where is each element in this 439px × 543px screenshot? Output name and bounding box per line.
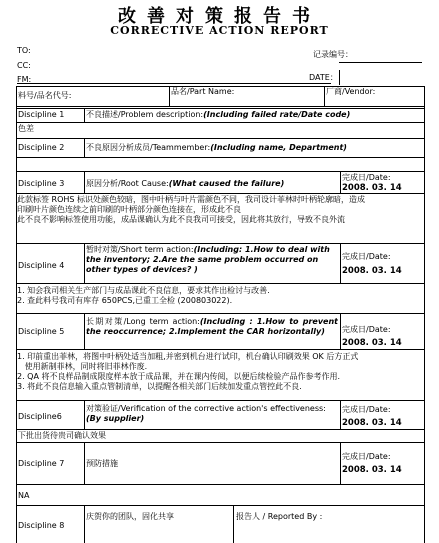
- d6-content: 下批出货待贵司确认效果: [18, 431, 106, 440]
- fm-underline: [17, 83, 331, 84]
- d2-description: 不良原因分析成员/Teammember:(Including name, Department): [86, 143, 347, 152]
- d5-done-label: 完成日/Date:: [342, 325, 391, 334]
- d3-content: 此款标签 ROHS 标识处颜色较暗，图中叶柄与叶片需颜色不同，我司设计菲林时叶柄轮廓暗，造成 印刷叶片颜色连续之前印刷的叶柄部分颜色连接在，形成此不良 此不良不影响标签使用功能，成品课确认为此不良我司可接受，因此将其放行，导致不良外流: [17, 195, 366, 224]
- discipline-5-label: Discipline 5: [18, 327, 65, 336]
- discipline-3-label: Discipline 3: [18, 179, 65, 188]
- d5-description: 长期对策/Long term action:(Including : 1.How to prevent the reoccurrence; 2.Implement the CAR horizontally): [86, 317, 338, 336]
- d4-content: 1. 知会我司相关生产部门与成品课此不良信息，要求其作出检讨与改善. 2. 查此料号我司有库存 650PCS,已重工全检 (200803022).: [17, 286, 270, 305]
- part-name-label: 品名/Part Name:: [171, 87, 235, 96]
- d3-done-label: 完成日/Date:: [342, 173, 391, 182]
- d3-date: 2008. 03. 14: [342, 183, 402, 193]
- d7-done-label: 完成日/Date:: [342, 452, 391, 461]
- d3-description: 原因分析/Root Cause:(What caused the failure): [86, 179, 285, 188]
- date-field-cursor[interactable]: [339, 70, 340, 85]
- discipline-2-label: Discipline 2: [18, 143, 65, 152]
- d6-done-label: 完成日/Date:: [342, 405, 391, 414]
- discipline-6-label: Discipline6: [18, 412, 62, 421]
- d4-done-label: 完成日/Date:: [342, 252, 391, 261]
- report-title-en: CORRECTIVE ACTION REPORT: [110, 24, 329, 37]
- d7-content: NA: [18, 491, 30, 500]
- d7-date: 2008. 03. 14: [342, 465, 402, 475]
- reported-by-label: 报告人 / Reported By :: [236, 512, 323, 521]
- d6-date: 2008. 03. 14: [342, 418, 402, 428]
- part-no-label: 料号/品名代号:: [18, 91, 72, 100]
- discipline-7-label: Discipline 7: [18, 459, 65, 468]
- cc-label: CC:: [17, 61, 31, 70]
- d5-date: 2008. 03. 14: [342, 338, 402, 348]
- discipline-8-label: Discipline 8: [18, 521, 65, 530]
- d4-description: 暂时对策/Short term action:(Including: 1.How to deal with the inventory; 2.Are the same problem occurred on other types of devices? ): [86, 245, 330, 274]
- d1-description: 不良描述/Problem description:(Including failed rate/Date code): [86, 110, 351, 119]
- to-label: TO:: [17, 46, 31, 55]
- date-label: DATE：: [309, 73, 338, 82]
- d6-description: 对策验证/Verification of the corrective action's effectiveness:(By supplier): [86, 404, 326, 423]
- d8-description: 庆贺你的团队，固化共享: [86, 512, 174, 521]
- report-title-cn: 改善对策报告书: [118, 6, 321, 27]
- vendor-label: 厂商/Vendor:: [326, 87, 376, 96]
- discipline-4-label: Discipline 4: [18, 261, 65, 270]
- d7-description: 预防措施: [86, 459, 118, 468]
- discipline-1-label: Discipline 1: [18, 110, 65, 119]
- d4-date: 2008. 03. 14: [342, 266, 402, 276]
- d5-content: 1. 印前重出菲林，将图中叶柄处适当加粗,并密到机台进行试印，机台确认印刷效果 OK 后方正式 使用新制菲林，同时将旧菲林作废. 2. QA 将不良样品制成限度样本放于成品课，并在课内传阅，以便后续检验产品作参考作用. 3. 将此不良信息输入重点管制清单，以提醒各相关部门后续加发重点管控此不良.: [17, 352, 359, 391]
- record-no-label: 记录编号：: [313, 50, 353, 59]
- fm-label: FM:: [17, 75, 32, 84]
- d1-content: 色差: [18, 124, 34, 133]
- record-no-field[interactable]: [339, 62, 422, 63]
